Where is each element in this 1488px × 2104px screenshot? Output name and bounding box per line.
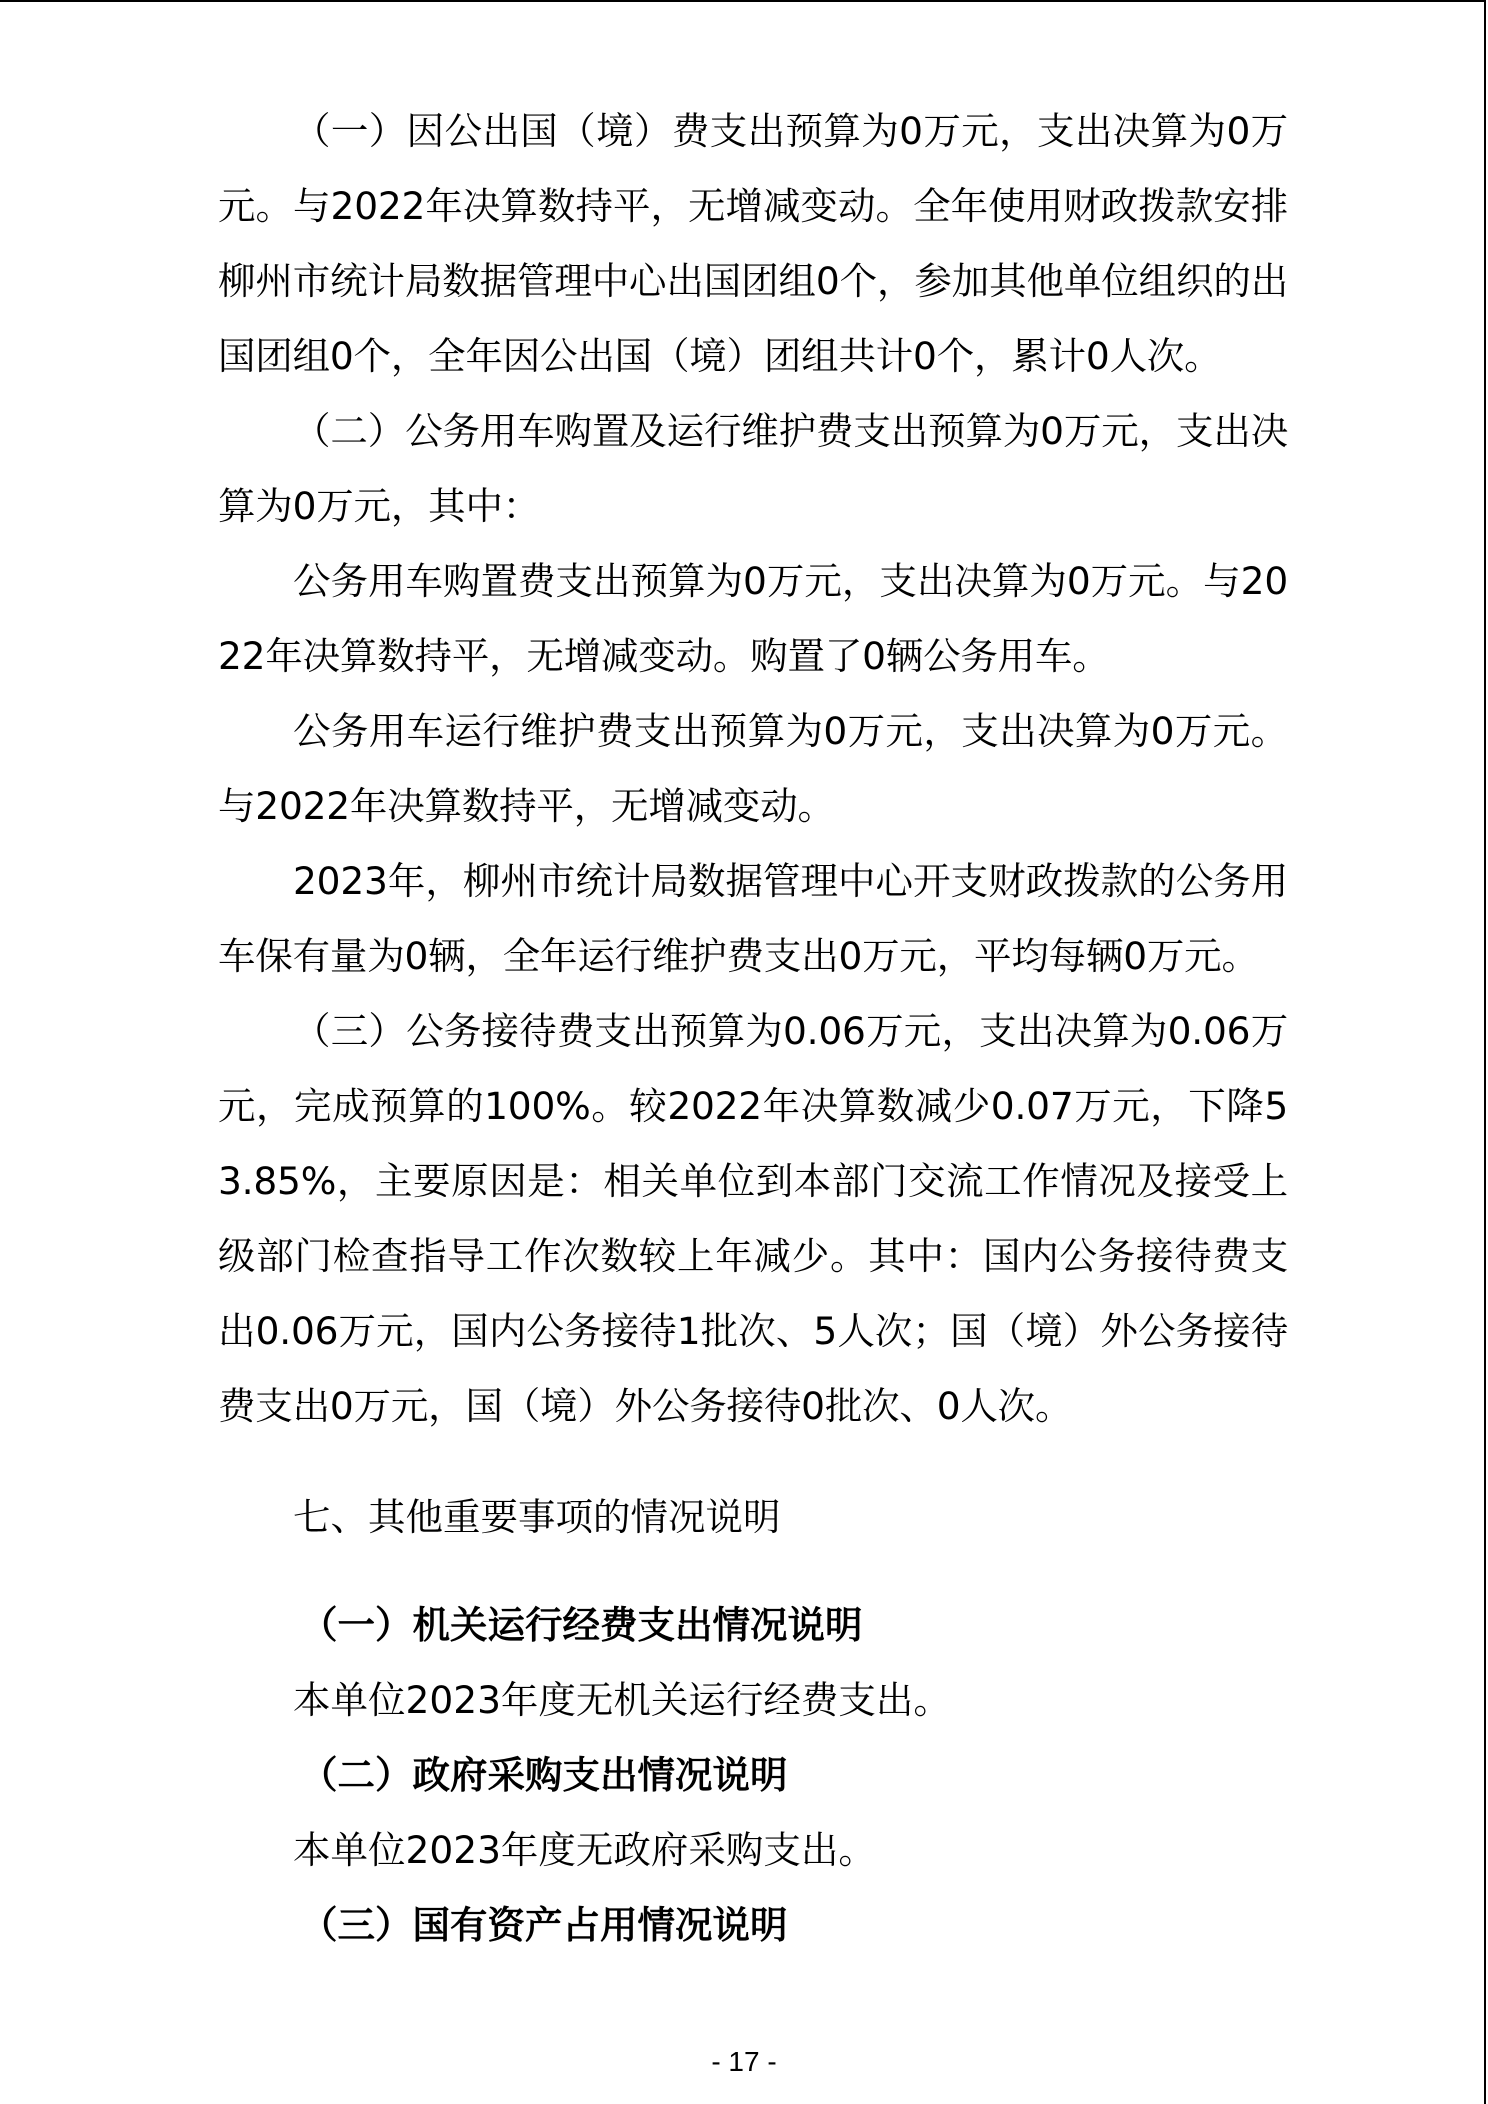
paragraph-vehicle-holding: 2023年，柳州市统计局数据管理中心开支财政拨款的公务用车保有量为0辆，全年运行维护费支出0万元，平均每辆0万元。	[218, 859, 1288, 978]
section-heading: 七、其他重要事项的情况说明	[293, 1495, 781, 1539]
sub-text-procurement: 本单位2023年度无政府采购支出。	[293, 1828, 876, 1872]
page-content	[218, 94, 1288, 1950]
paragraph-vehicle-summary: （二）公务用车购置及运行维护费支出预算为0万元，支出决算为0万元，其中：	[218, 409, 1288, 528]
sub-heading-state-assets: （三）国有资产占用情况说明	[300, 1903, 788, 1947]
sub-heading-operating-expenses: （一）机关运行经费支出情况说明	[300, 1603, 863, 1647]
paragraph-overseas-travel: （一）因公出国（境）费支出预算为0万元，支出决算为0万元。与2022年决算数持平，无增减变动。全年使用财政拨款安排柳州市统计局数据管理中心出国团组0个，参加其他单位组织的出国团组0个，全年因公出国（境）团组共计0个，累计0人次。	[218, 109, 1288, 378]
paragraph-vehicle-maintenance: 公务用车运行维护费支出预算为0万元，支出决算为0万元。与2022年决算数持平，无增减变动。	[218, 709, 1288, 828]
paragraph-vehicle-purchase: 公务用车购置费支出预算为0万元，支出决算为0万元。与2022年决算数持平，无增减变动。购置了0辆公务用车。	[218, 559, 1288, 678]
page-number: - 17 -	[711, 2046, 777, 2077]
paragraph-reception: （三）公务接待费支出预算为0.06万元，支出决算为0.06万元，完成预算的100%。较2022年决算数减少0.07万元，下降53.85%，主要原因是：相关单位到本部门交流工作情况及接受上级部门检查指导工作次数较上年减少。其中：国内公务接待费支出0.06万元，国内公务接待1批次、5人次；国（境）外公务接待费支出0万元，国（境）外公务接待0批次、0人次。	[218, 1009, 1288, 1428]
sub-heading-procurement: （二）政府采购支出情况说明	[300, 1753, 788, 1797]
sub-text-operating-expenses: 本单位2023年度无机关运行经费支出。	[293, 1678, 951, 1722]
